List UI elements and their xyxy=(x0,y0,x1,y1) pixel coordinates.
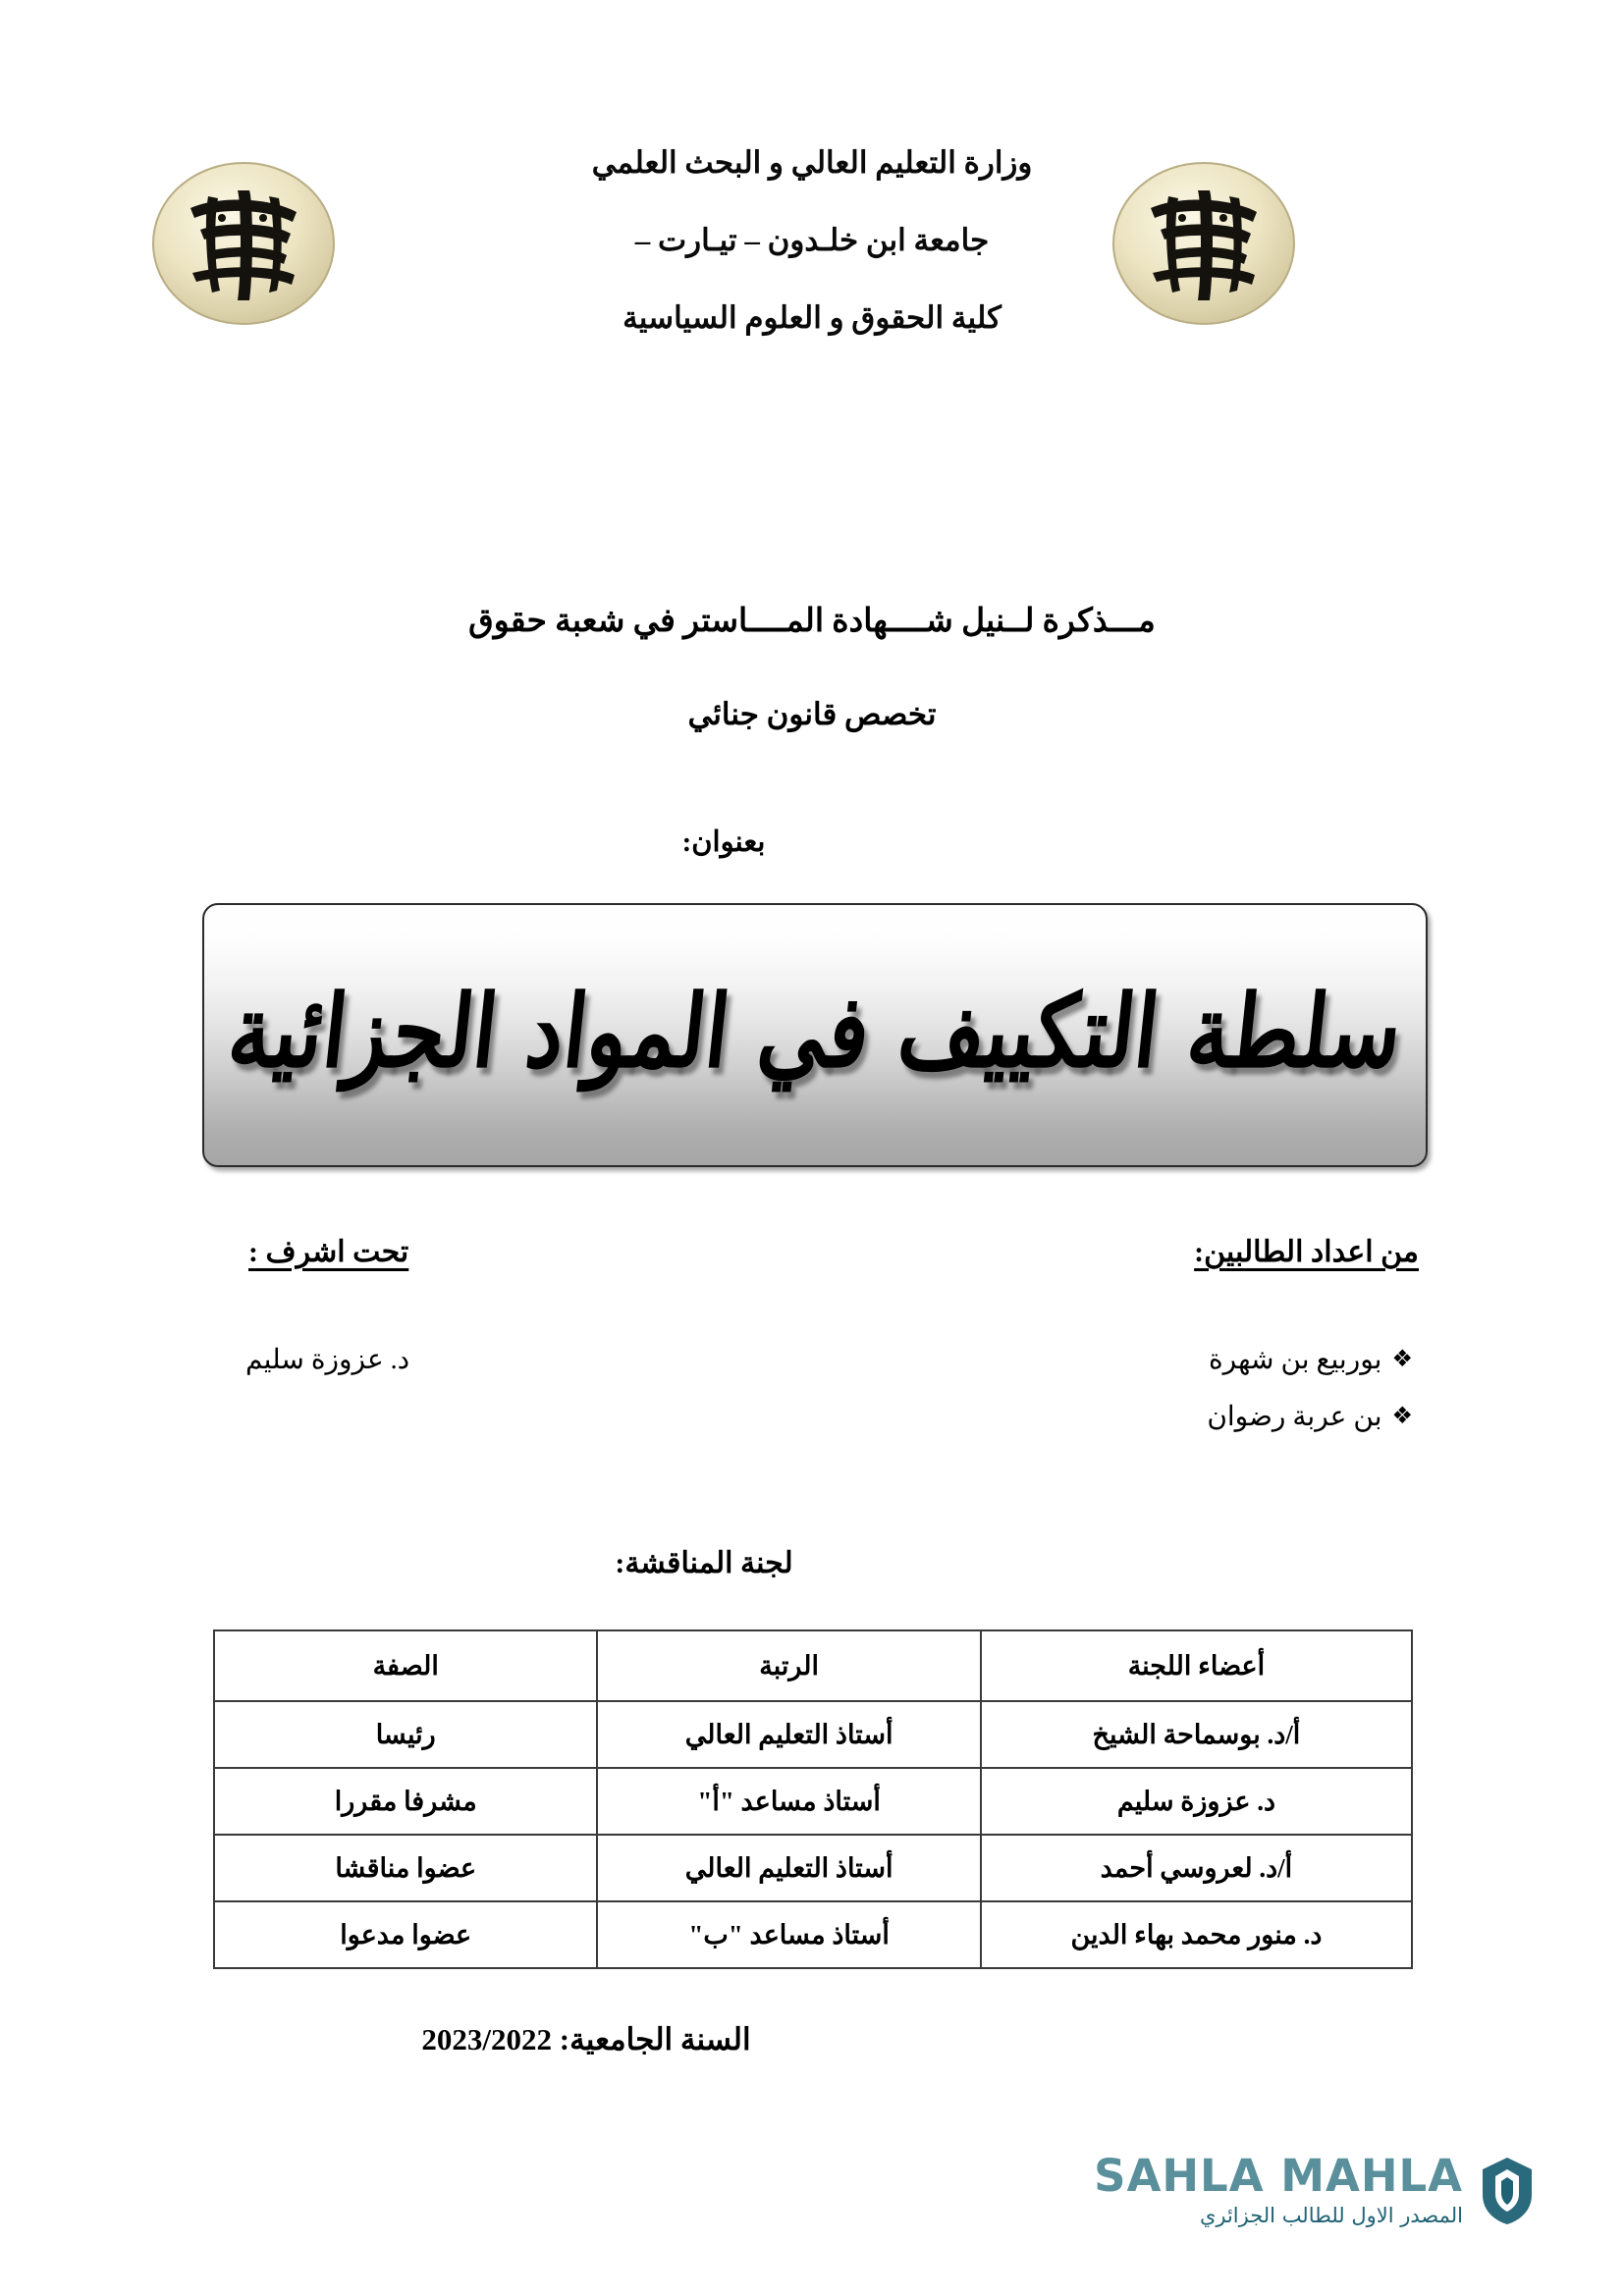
academic-year-value: 2023/2022 xyxy=(421,2022,553,2056)
member-role: عضوا مناقشا xyxy=(214,1835,597,1901)
diamond-bullet-icon: ❖ xyxy=(1391,1347,1413,1372)
academic-year-label: السنة الجامعية: xyxy=(559,2022,751,2056)
column-header-role: الصفة xyxy=(214,1630,597,1701)
watermark-brand: SAHLA MAHLA xyxy=(1094,2150,1463,2202)
watermark-tagline: المصدر الاول للطالب الجزائري xyxy=(1199,2204,1463,2227)
thesis-title: سلطة التكييف في المواد الجزائية xyxy=(223,973,1408,1091)
academic-year xyxy=(0,2022,1624,2057)
watermark-text xyxy=(1094,2150,1463,2227)
faculty-line: كلية الحقوق و العلوم السياسية xyxy=(623,300,1001,335)
committee-label-text: لجنة المناقشة: xyxy=(615,1547,793,1579)
university-line: جامعة ابن خلـدون – تيـارت – xyxy=(634,223,990,257)
table-row xyxy=(214,1835,1412,1901)
diamond-bullet-icon: ❖ xyxy=(1391,1404,1413,1429)
academic-year-inner xyxy=(421,2022,863,2057)
member-name: أ/د. لعروسي أحمد xyxy=(981,1835,1412,1901)
degree-line-primary: مـــذكرة لــنيل شــــهادة المــــاستر في شعبة حقوق xyxy=(468,604,1156,639)
header-block xyxy=(0,147,1624,442)
table-row xyxy=(214,1768,1412,1835)
table-row xyxy=(214,1701,1412,1768)
member-rank: أستاذ التعليم العالي xyxy=(597,1835,980,1901)
subject-label-text: بعنوان: xyxy=(681,827,766,858)
student-name-1 xyxy=(1209,1343,1413,1376)
committee-table xyxy=(213,1629,1413,1969)
thesis-title-banner xyxy=(202,903,1428,1167)
column-header-rank: الرتبة xyxy=(597,1630,980,1701)
student-name-2 xyxy=(1207,1400,1413,1433)
member-rank: أستاذ مساعد "أ" xyxy=(597,1768,980,1835)
member-rank: أستاذ التعليم العالي xyxy=(597,1701,980,1768)
supervisor-heading: تحت اشرف : xyxy=(248,1236,409,1268)
student-1-text: بوربيع بن شهرة xyxy=(1208,1345,1382,1375)
degree-specialty: تخصص قانون جنائي xyxy=(687,697,937,731)
sahla-mahla-watermark xyxy=(1094,2150,1536,2227)
degree-statement xyxy=(0,601,1624,732)
member-role: مشرفا مقررا xyxy=(214,1768,597,1835)
subject-label xyxy=(0,825,1624,859)
ministry-line: وزارة التعليم العالي و البحث العلمي xyxy=(591,145,1033,180)
table-header-row xyxy=(214,1630,1412,1701)
sahla-mahla-logo-icon xyxy=(1479,2156,1536,2226)
member-name: أ/د. بوسماحة الشيخ xyxy=(981,1701,1412,1768)
supervisor-name-1: د. عزوزة سليم xyxy=(245,1345,410,1375)
authors-supervisor-block xyxy=(0,1235,1624,1470)
member-role: رئيسا xyxy=(214,1701,597,1768)
table-row xyxy=(214,1901,1412,1968)
member-name: د. عزوزة سليم xyxy=(981,1768,1412,1835)
member-role: عضوا مدعوا xyxy=(214,1901,597,1968)
committee-label xyxy=(0,1546,1624,1580)
students-heading: من اعداد الطالبين: xyxy=(1194,1236,1419,1268)
column-header-members: أعضاء اللجنة xyxy=(981,1630,1412,1701)
student-2-text: بن عربة رضوان xyxy=(1207,1402,1382,1432)
member-rank: أستاذ مساعد "ب" xyxy=(597,1901,980,1968)
member-name: د. منور محمد بهاء الدين xyxy=(981,1901,1412,1968)
